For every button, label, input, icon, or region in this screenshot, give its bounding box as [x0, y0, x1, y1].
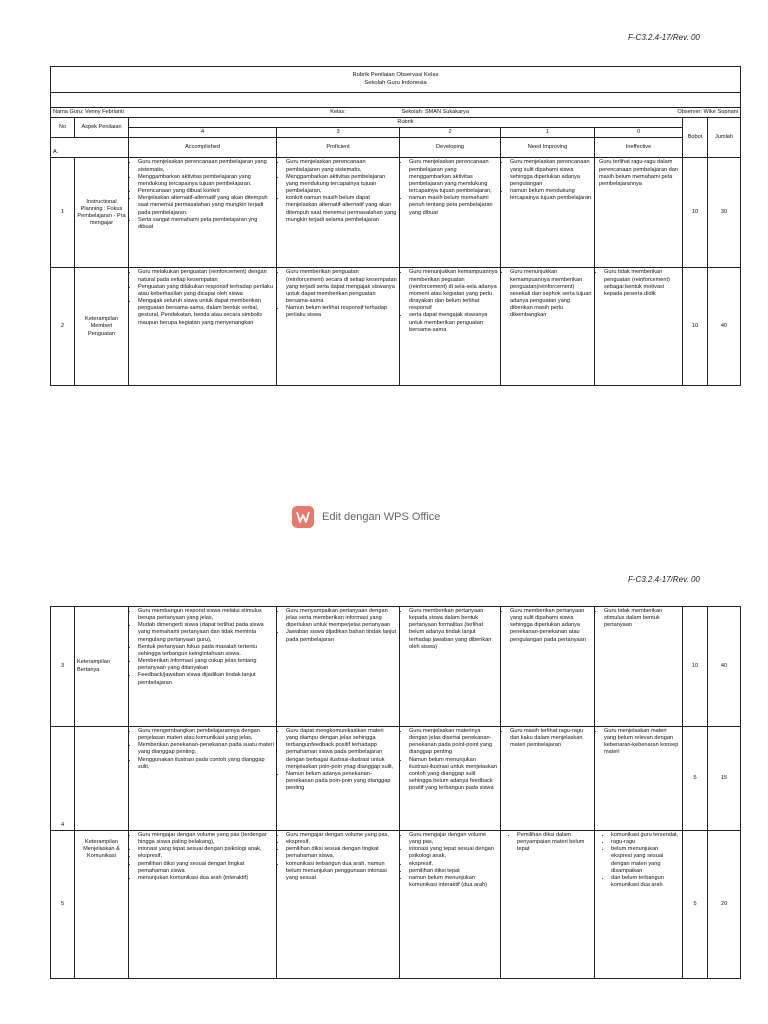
cell-proficient: • Guru memberikan penguatan (reinforcement) secara di setiap kesempatan yang terjadi serta dapat mengajak siswanya untuk dapat memberikan penguatan bersama-sama • Namun belum terlihat responsif terhadap perilaku siswa [277, 268, 400, 386]
cell-proficient: • Guru mengajar dengan volume yang pas, • ekspresif, • pemilihan diksi sesuai dengan tingkat pemahaman siswa, • komunikasi terbangun dua arah, namun belum menunjukan penggunaan intonasi yang sesuai [277, 831, 400, 979]
cell-developing: • Guru menjelaskan perencanaan pembelajaran yang menggambarkan aktivitas pembelajaran yang mendukung tercapainya tujuan pembelajaran, • namun masih belum memahami penuh tentang peta pembelajaran yang dibuat [400, 158, 501, 268]
header-no: No [51, 118, 75, 138]
row-no: 2 [51, 268, 75, 386]
header-jumlah: Jumlah [708, 118, 741, 158]
score-0: 0 [595, 128, 683, 138]
rubric-table-page-1 [50, 66, 741, 386]
cell-proficient: • Guru menyampaikan pertanyaan dengan jelas serta memberikan informasi yang diperlukan untuk memperjelas pertanyaan • Jawaban siswa dijadikan bahan tindak lanjut pada pembelajaran [277, 607, 400, 727]
class-label: Kelas: [277, 108, 400, 118]
row-no: 4 [51, 727, 75, 831]
table-row [51, 727, 741, 831]
observer-name: Observer: Wike Sopriani [595, 108, 741, 118]
level-ineffective: Ineffective [595, 138, 683, 158]
row-jumlah: 20 [708, 831, 741, 979]
row-bobot: 5 [683, 831, 708, 979]
header-bobot: Bobot [683, 118, 708, 158]
rubric-table-page-2 [50, 606, 741, 979]
cell-ineffective: • Guru tidak memberikan penguatan (reinforcement) sebagai bentuk motivasi kepada peserta didik [595, 268, 683, 386]
teacher-info-row [51, 108, 741, 118]
wps-logo-icon [292, 506, 314, 528]
cell-proficient: • Guru dapat mengkomunikasikan materi yang diampu dengan jelas sehingga terbangunfeedback positif terhadapp pemahaman siswa pada pembelajaran dengan berbagai ilustrasi-ilustrasi untuk menjelaskan poin-poin ynag dianggap sulit, • Namun belum adanya penekanan-penekanan pada poin-poin yang dianggap penting [277, 727, 400, 831]
cell-developing: • Guru memberikan pertanyaan kepada siswa dalam bentuk pertanyaan formalitas (terlihat belum adanya tindak lanjut terhadap jawaban yang diberikan oleh siswa) [400, 607, 501, 727]
row-bobot: 5 [683, 727, 708, 831]
table-row [51, 268, 741, 386]
teacher-name: Nama Guru: Venny Febrianti [51, 108, 277, 118]
score-4: 4 [129, 128, 277, 138]
cell-need-improving: • Guru menunjukkan kemampuannya memberikan penguatan(reinforcement) sesekali dan sephok serta tujuan adanya penguatan yang diberikan masih perlu dikembangkan [501, 268, 595, 386]
row-bobot: 10 [683, 268, 708, 386]
cell-accomplished: • Guru menjelaskan perencanaan pembelajaran yang sistematis, • Menggambarkan aktivitas pembelajaran yang mendukung tercapainya tujuan pembelajaran. • Perencanaan yang dibuat konkrit • Menjelaskan alternatif-alternatif yang akan ditempuh saat menemui permasalahan yang mungkin terjadi pada pembelajaran. • Serta sangat memahami peta pembelajaran yng dibuat [129, 158, 277, 268]
section-label: A. [51, 138, 129, 158]
level-developing: Developing [400, 138, 501, 158]
cell-proficient: • Guru menjelaskan perencanaan pembelajaran yang sistematis, • Menggambarkan aktivitas pembelajaran yang mendukung tercapainya tujuan pembelajaran, • konkrit namun masih belum dapat menjelaskan alternatif-alternatif yang akan ditempuh saat menemui permasalahan yang mungkin terjadi selama pembelajaran [277, 158, 400, 268]
row-jumlah: 15 [708, 727, 741, 831]
row-aspek: Keterampilan Bertanya [75, 607, 129, 727]
table-row [51, 607, 741, 727]
row-no: 1 [51, 158, 75, 268]
row-aspek: Keterampilan Memberi Penguatan [75, 268, 129, 386]
cell-need-improving: • Pemilihan diksi dalam penyampaian materi belum tepat [501, 831, 595, 979]
row-bobot: 10 [683, 607, 708, 727]
cell-accomplished: • Guru membangun respond siswa melalui stimulus berupa pertanyaan yang jelas, • Mudah dimengerti siswa (dapat terlihat pada siswa yang memahami pertanyaan dan tidak meminta mengulang pertanyaan guru), • Bentuk pertanyaan fokus pada masalah tertentu sehingga terbangun keingintahuan siswa. • Memberikan informasi yang cukup jelas tentang pertanyaan yang ditanyakan • Feedback/jawaban siswa dijadikan tindak lanjut pembelajaran [129, 607, 277, 727]
level-need-improving: Need Improving [501, 138, 595, 158]
cell-developing: • Guru menunjukkan kemampuannya memberikan peguatan (reinforcement) di sela-sela adanya moment atau kegiatan yang perlu dirayakan dan belum terlihat responsif • serta dapat mengajak siswanya untuk memberikan penguatan bersama-sama [400, 268, 501, 386]
table-row [51, 158, 741, 268]
row-jumlah: 40 [708, 607, 741, 727]
row-jumlah: 30 [708, 158, 741, 268]
watermark-text: Edit dengan WPS Office [322, 511, 441, 523]
cell-ineffective: • komunikasi guru tersendat, • ragu-ragu • belum menunjukan ekspresi yang sesuai dengan materi yang disampaikan • dan belum terbangun komunikasi dua arah [595, 831, 683, 979]
score-1: 1 [501, 128, 595, 138]
rubric-title: Rubrik Penilaian Observasi Kelas Sekolah Guru Indonesia [51, 67, 741, 93]
header-aspek: Aspek Penilaian [75, 118, 129, 138]
cell-accomplished: • Guru melakukan penguatan (reinforcement) dengan natural pada setiap kesempatan • Penguatan yang dilakukan responsif terhadap perilaku atau keberhasilan yang dicapai oleh siswa • Mengajak seluruh siswa untuk dapat memberikan penguatan bersama-sama, dalam bentuk verbal, gestural, Pendekatan, benda atau secara simbolis maupun berupa kegiatan yang menyenangkan [129, 268, 277, 386]
header-rubrik: Rubrik [129, 118, 683, 128]
row-aspek: Keterampilan Menjelaskan & Komunikasi [75, 831, 129, 979]
school-name: Sekolah: SMAN Sukakarya [400, 108, 595, 118]
document-code-page-2: F-C3.2.4-17/Rev. 00 [628, 575, 700, 584]
cell-ineffective: • Guru tidak memberikan stimulus dalam bentuk pertanyaan [595, 607, 683, 727]
row-aspek [75, 727, 129, 831]
wps-watermark [292, 506, 440, 528]
document-code: F-C3.2.4-17/Rev. 00 [628, 33, 700, 42]
cell-ineffective: • Guru menjelaskan materi yang belum relevan dengan kebenaran-kebenaran konsep materi [595, 727, 683, 831]
row-bobot: 10 [683, 158, 708, 268]
cell-accomplished: • Guru mengembangkan pembelajarannya dengan penjelasan materi atau komunikasi yang jelas, • Memberikan penekanan-penekanan pada suatu materi yang dianggap penting, • Menggunakan ilustrasi pada contoh yang dianggap sulit, [129, 727, 277, 831]
cell-accomplished: • Guru mengajar dengan volume yang pas (terdengar hingga siswa paling belakang), • intonasi yang tepat sesuai dengan psikologi anak, • ekspresif, • pemilihan diksi yang sesuai dengan tingkat pemahaman siswa • menunjukan komunikasi dua arah (interaktif) [129, 831, 277, 979]
cell-need-improving: • Guru masih terlihat ragu-ragu dan kaku dalam menjelaskan materi pembelajaran [501, 727, 595, 831]
score-3: 3 [277, 128, 400, 138]
table-row [51, 831, 741, 979]
score-2: 2 [400, 128, 501, 138]
cell-need-improving: • Guru memberikan pertanyaan yang sulit dipahami siswa sehingga diperlukan adanya penekanan-penekanan atau pengulangan pada pertanyaan [501, 607, 595, 727]
level-accomplished: Accomplished [129, 138, 277, 158]
row-no: 5 [51, 831, 75, 979]
level-proficient: Proficient [277, 138, 400, 158]
cell-developing: • Guru mengajar dengan volume yang pas, • intonasi yang tepat sesuai dengan psikologi anak, • ekspresif, • pemilihan diksi tepat • namun belum menunjukan komunikasi interaktif (dua arah) [400, 831, 501, 979]
row-no: 3 [51, 607, 75, 727]
cell-ineffective: Guru terlihat ragu-ragu dalam perencanaan pembelajaran dan masih belum memahami peta pembelajarannya [595, 158, 683, 268]
cell-developing: • Guru menjelaskan materinya dengan jelas disertai penekanan-penekanan pada point-point yang dianggap penting • Namun belum menunjukan ilustrasi-ilustrasi untuk menjelaskan contoh yang dianggap sulit sehingga belum adanya feedback positif yang terbangun pada siswa [400, 727, 501, 831]
row-aspek: Instructional Planning : Fokus Pembelajaran - Pra mengajar [75, 158, 129, 268]
cell-need-improving: • Guru menjelaskan perencanaan yang sulit dipahami siswa sehingga diperlukan adanya pengulangan • namun belum mendukung tercapainya tujuan pembelajaran [501, 158, 595, 268]
row-jumlah: 40 [708, 268, 741, 386]
